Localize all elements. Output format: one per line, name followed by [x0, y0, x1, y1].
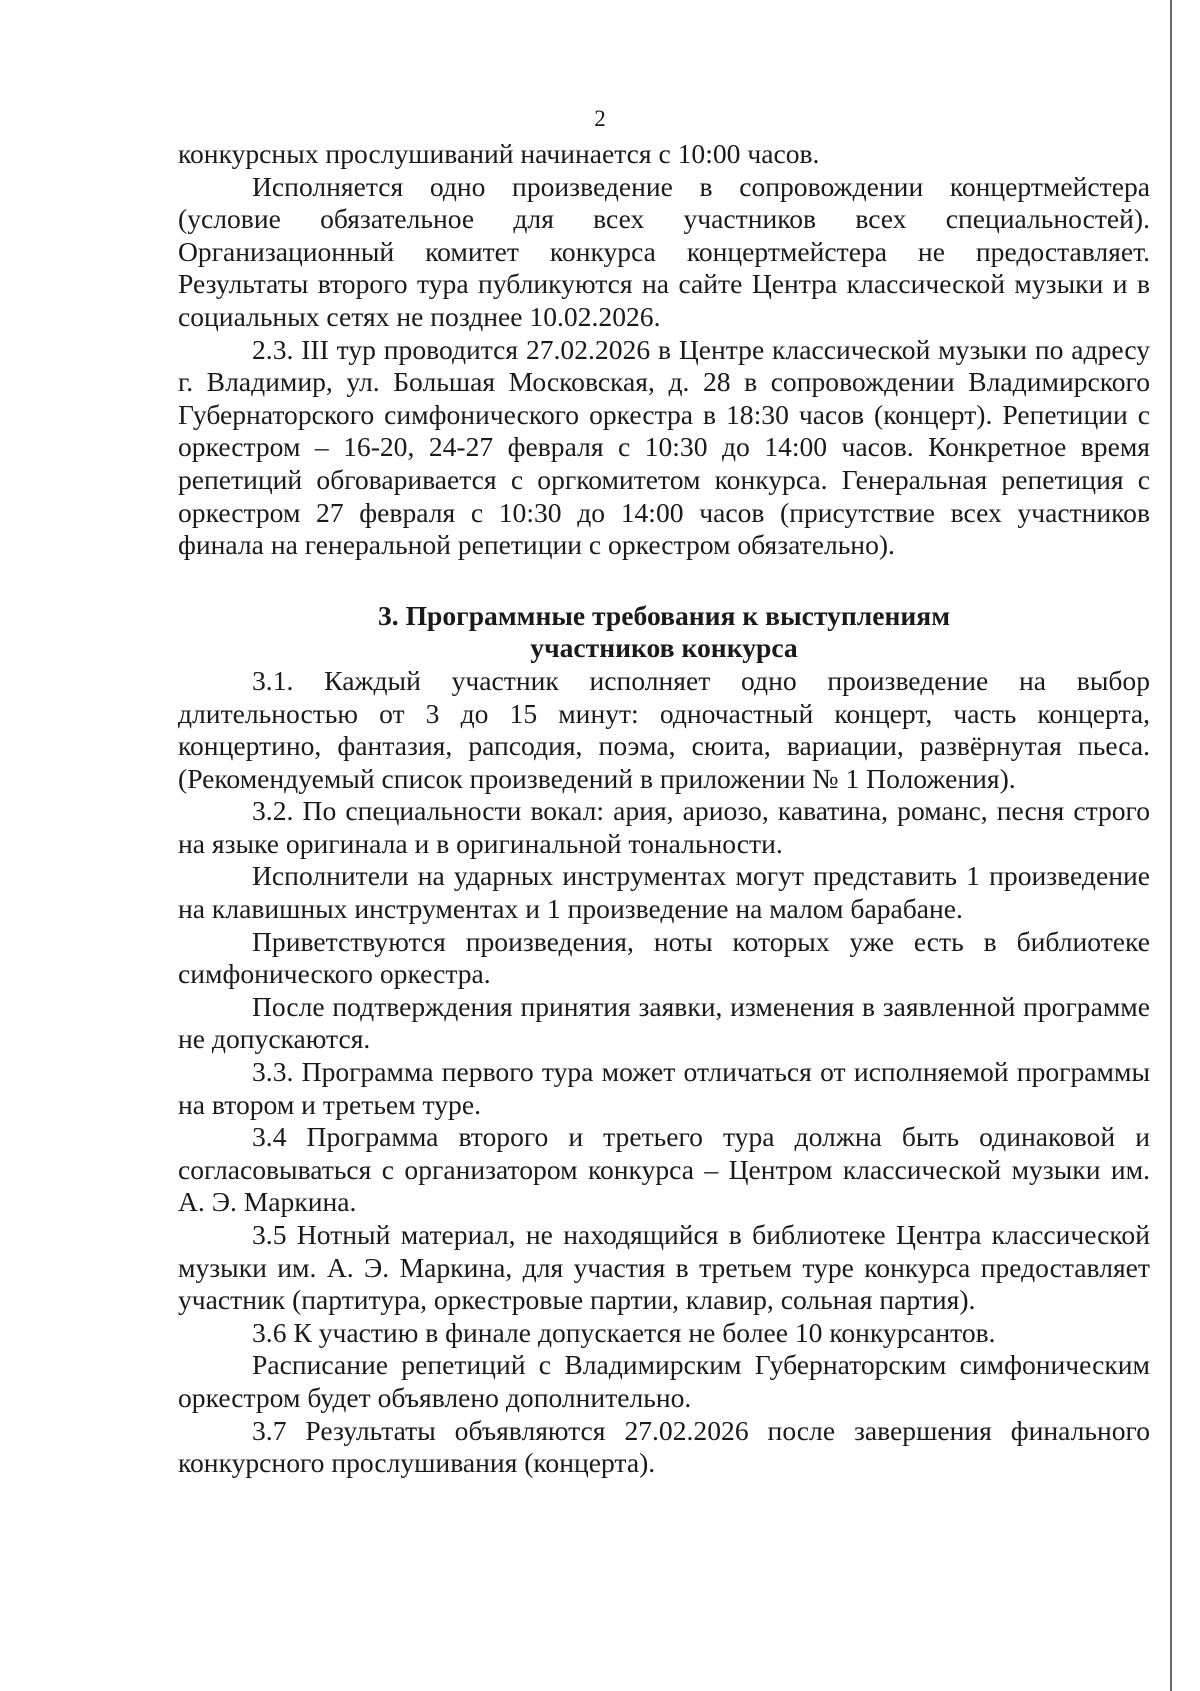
section-3-heading-line2: участников конкурса [530, 632, 798, 664]
paragraph-3-2-library: Приветствуются произведения, ноты которых уже есть в библиотеке симфонического оркестра. [178, 925, 1150, 990]
paragraph-3-3: 3.3. Программа первого тура может отличаться от исполняемой программы на втором и третьем туре. [178, 1056, 1150, 1120]
paragraph-2-3: 2.3. III тур проводится 27.02.2026 в Центре классической музыки по адресу г. Владимир, ул. Большая Московская, д. 28 в сопровождении Владимирского Губернаторского симфонического оркестра в 18:30 часов (концерт). Репетиции с оркестром – 16-20, 24-27 февраля с 10:30 до 14:00 часов. Конкретное время репетиций обговаривается с оргкомитетом конкурса. Генеральная репетиция с оркестром 27 февраля с 10:30 до 14:00 часов (присутствие всех участников финала на генеральной репетиции с оркестром обязательно). [178, 333, 1150, 561]
paragraph-2-2-accompaniment: Исполняется одно произведение в сопровождении концертмейстера (условие обязательное для всех участников всех специальностей). Организационный комитет конкурса концертмейстера не предоставляет. Результаты второго тура публикуются на сайте Центра классической музыки и в социальных сетях не позднее 10.02.2026. [178, 170, 1150, 332]
section-3-heading-line1: 3. Программные требования к выступлениям [377, 599, 951, 631]
paragraph-3-7: 3.7 Результаты объявляются 27.02.2026 после завершения финального конкурсного прослушивания (концерта). [178, 1414, 1150, 1479]
paragraph-3-1: 3.1. Каждый участник исполняет одно произведение на выбор длительностью от 3 до 15 минут: одночастный концерт, часть концерта, концертино, фантазия, рапсодия, поэма, сюита, вариации, развёрнутая пьеса. (Рекомендуемый список произведений в приложении № 1 Положения). [178, 664, 1150, 794]
paragraph-3-5: 3.5 Нотный материал, не находящийся в библиотеке Центра классической музыки им. А. Э. Маркина, для участия в третьем туре конкурса предоставляет участник (партитура, оркестровые партии, клавир, сольная партия). [178, 1219, 1150, 1316]
page-edge-line [1170, 0, 1172, 1691]
paragraph-3-2: 3.2. По специальности вокал: ария, ариозо, каватина, романс, песня строго на языке оригинала и в оригинальной тональности. [178, 795, 1150, 859]
paragraph-3-6: 3.6 К участию в финале допускается не более 10 конкурсантов. [252, 1316, 996, 1348]
paragraph-3-4: 3.4 Программа второго и третьего тура должна быть одинаковой и согласовываться с организатором конкурса – Центром классической музыки им. А. Э. Маркина. [178, 1121, 1150, 1218]
paragraph-3-6-rehearsals: Расписание репетиций с Владимирским Губернаторским симфоническим оркестром будет объявлено дополнительно. [178, 1349, 1150, 1413]
paragraph-3-2-changes: После подтверждения принятия заявки, изменения в заявленной программе не допускаются. [178, 990, 1150, 1055]
document-body [178, 138, 1150, 1480]
page-number: 2 [594, 106, 606, 131]
paragraph-3-2-percussion: Исполнители на ударных инструментах могут представить 1 произведение на клавишных инструментах и 1 произведение на малом барабане. [178, 860, 1150, 925]
section-3-heading [178, 600, 1150, 665]
paragraph-2-2-end: конкурсных прослушиваний начинается с 10:00 часов. [178, 138, 820, 169]
